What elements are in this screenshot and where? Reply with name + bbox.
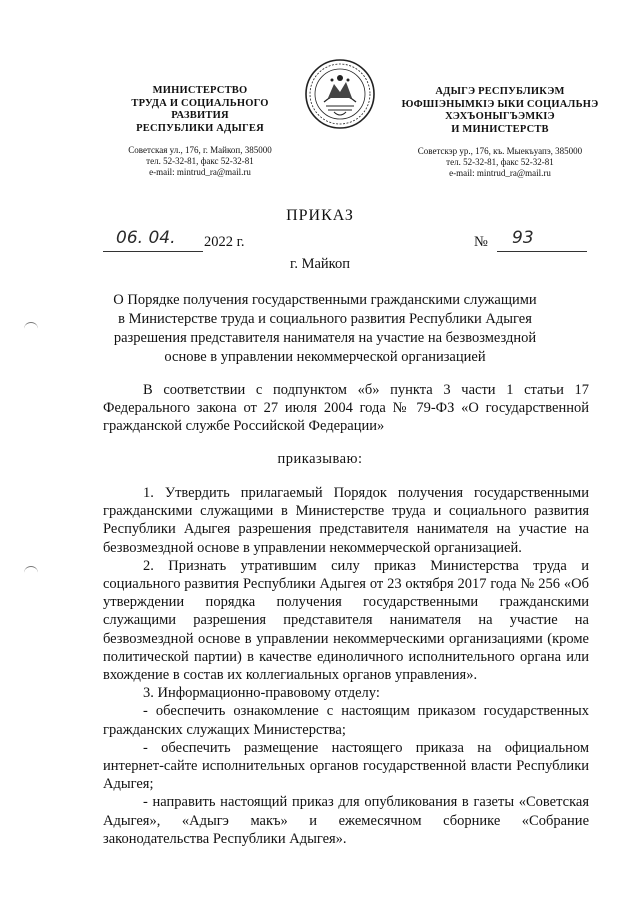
order-item: - обеспечить ознакомление с настоящим приказом государственных гражданских служащих Министерства; <box>103 703 589 738</box>
email-line: e-mail: mintrud_ra@mail.ru <box>449 168 551 178</box>
order-word: приказываю: <box>277 451 363 467</box>
order-item: 2. Признать утратившим силу приказ Министерства труда и социального развития Республики Адыгея от 23 октября 2017 года № 256 «Об утверждении порядка получения государственными гражданскими служащими разрешения представителя нанимателя на участие на безвозмездной основе в управлении некоммерческими организациями (кроме политической партии) в качестве единоличного исполнительного органа или вхождение в состав их коллегиальных органов управления». <box>103 557 589 684</box>
legal-basis <box>103 381 589 436</box>
order-items <box>103 484 589 848</box>
title-line: РАЗВИТИЯ <box>171 110 229 121</box>
handwritten-date: 06. 04. <box>116 228 176 248</box>
title-line: ЮФШІЭНЫМКІЭ ЫКИ СОЦИАЛЬНЭ <box>401 98 599 110</box>
ministry-name-adyghe <box>380 86 620 136</box>
hole-punch-mark <box>24 322 38 331</box>
phone-line: тел. 52-32-81, факс 52-32-81 <box>446 157 554 167</box>
header-left-block <box>100 85 300 178</box>
title-line: АДЫГЭ РЕСПУБЛИКЭМ <box>435 86 565 97</box>
address-line: Советскэр ур., 176, къ. Мыекъуапэ, 385000 <box>417 146 583 156</box>
order-item: - обеспечить размещение настоящего приказа на официальном интернет-сайте исполнительных органов государственной власти Республики Адыгея; <box>103 739 589 793</box>
document-type-title: ПРИКАЗ <box>286 207 354 224</box>
document-subject: О Порядке получения государственными гражданскими служащими в Министерстве труда и социального развития Республики Адыгея разрешения представителя нанимателя на участие на безвозмездной основе в управлении некоммерческой организацией <box>113 292 537 365</box>
basis-paragraph: В соответствии с подпунктом «б» пункта 3 части 1 статьи 17 Федерального закона от 27 июля 2004 года № 79-ФЗ «О государственной гражданской службе Российской Федерации» <box>103 382 589 435</box>
header-right-block <box>380 86 620 179</box>
phone-line: тел. 52-32-81, факс 52-32-81 <box>146 156 254 166</box>
date-year: 2022 г. <box>204 234 245 250</box>
title-line: ТРУДА И СОЦИАЛЬНОГО <box>131 97 269 109</box>
order-item: - направить настоящий приказ для опубликования в газеты «Советская Адыгея», «Адыгэ макъ» и ежемесячном сборнике «Собрание законодательства Республики Адыгея». <box>103 794 589 847</box>
email-line: e-mail: mintrud_ra@mail.ru <box>149 167 251 177</box>
order-item: 1. Утвердить прилагаемый Порядок получения государственными гражданскими служащими в Министерстве труда и социального развития Республики Адыгея разрешения представителя нанимателя на участие на безвозмездной основе в управлении некоммерческой организацией. <box>103 485 589 556</box>
ministry-address-russian <box>100 145 300 178</box>
hole-punch-mark <box>24 566 38 575</box>
title-line: ХЭХЪОНЫГЪЭМКІЭ <box>445 111 555 122</box>
title-line: РЕСПУБЛИКИ АДЫГЕЯ <box>136 122 264 134</box>
order-item: 3. Информационно-правовому отделу: <box>143 685 380 702</box>
ministry-address-adyghe <box>380 146 620 179</box>
ministry-name-russian <box>100 85 300 135</box>
number-underline <box>497 231 587 252</box>
handwritten-number: 93 <box>512 228 534 248</box>
number-sign: № <box>474 234 488 250</box>
republic-adygea-coat-of-arms-icon <box>304 58 376 130</box>
city-line: г. Майкоп <box>290 256 350 272</box>
address-line: Советская ул., 176, г. Майкоп, 385000 <box>128 145 272 155</box>
title-line: И МИНИСТЕРСТВ <box>451 123 549 135</box>
title-line: МИНИСТЕРСТВО <box>152 85 248 96</box>
